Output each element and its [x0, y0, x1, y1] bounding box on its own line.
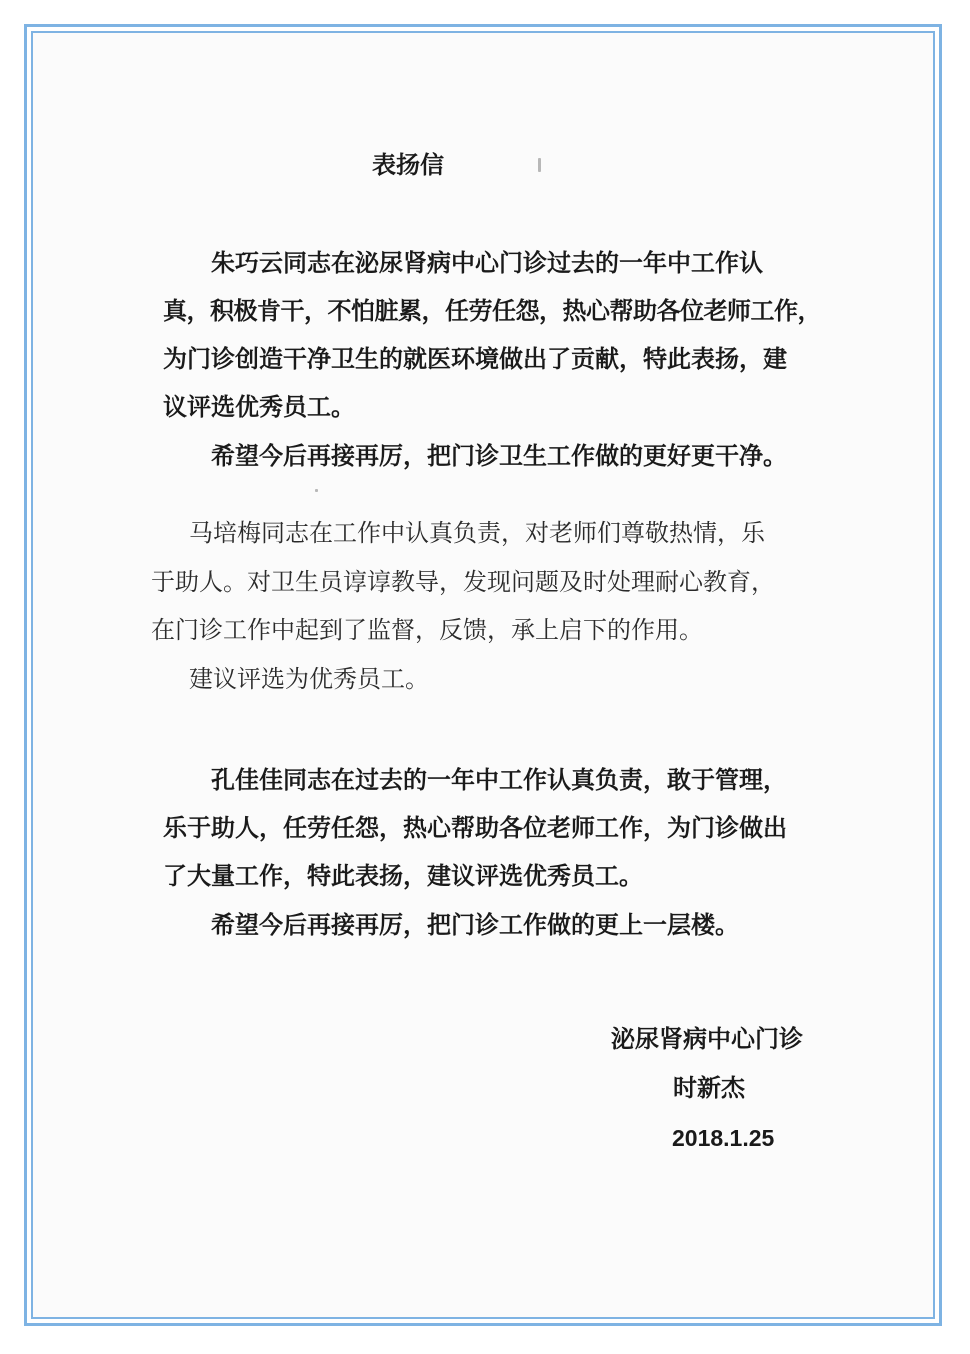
signature-name: 时新杰: [673, 1074, 745, 1102]
scan-speck: [315, 489, 318, 492]
paragraph-line: 建议评选为优秀员工。: [189, 665, 429, 693]
signature-department: 泌尿肾病中心门诊: [611, 1025, 803, 1053]
scan-speck: [538, 158, 541, 172]
paragraph-line: 孔佳佳同志在过去的一年中工作认真负责，敢于管理，: [211, 766, 787, 794]
paragraph-line: 议评选优秀员工。: [163, 393, 355, 421]
paragraph-line: 朱巧云同志在泌尿肾病中心门诊过去的一年中工作认: [211, 249, 763, 277]
paragraph-line: 马培梅同志在工作中认真负责，对老师们尊敬热情，乐: [189, 519, 765, 547]
paragraph-line: 希望今后再接再厉，把门诊卫生工作做的更好更干净。: [211, 442, 787, 470]
paragraph-line: 了大量工作，特此表扬，建议评选优秀员工。: [163, 862, 643, 890]
paragraph-line: 在门诊工作中起到了监督，反馈，承上启下的作用。: [151, 616, 703, 644]
letter-title: 表扬信: [372, 151, 444, 179]
signature-date: 2018.1.25: [672, 1125, 775, 1151]
paragraph-line: 真，积极肯干，不怕脏累，任劳任怨，热心帮助各位老师工作，: [163, 297, 821, 325]
paragraph-line: 于助人。对卫生员谆谆教导，发现问题及时处理耐心教育，: [151, 568, 775, 596]
letter-page: [31, 31, 935, 1319]
paragraph-line: 乐于助人，任劳任怨，热心帮助各位老师工作，为门诊做出: [163, 814, 787, 842]
paragraph-line: 希望今后再接再厉，把门诊工作做的更上一层楼。: [211, 911, 739, 939]
paragraph-line: 为门诊创造干净卫生的就医环境做出了贡献，特此表扬，建: [163, 345, 787, 373]
